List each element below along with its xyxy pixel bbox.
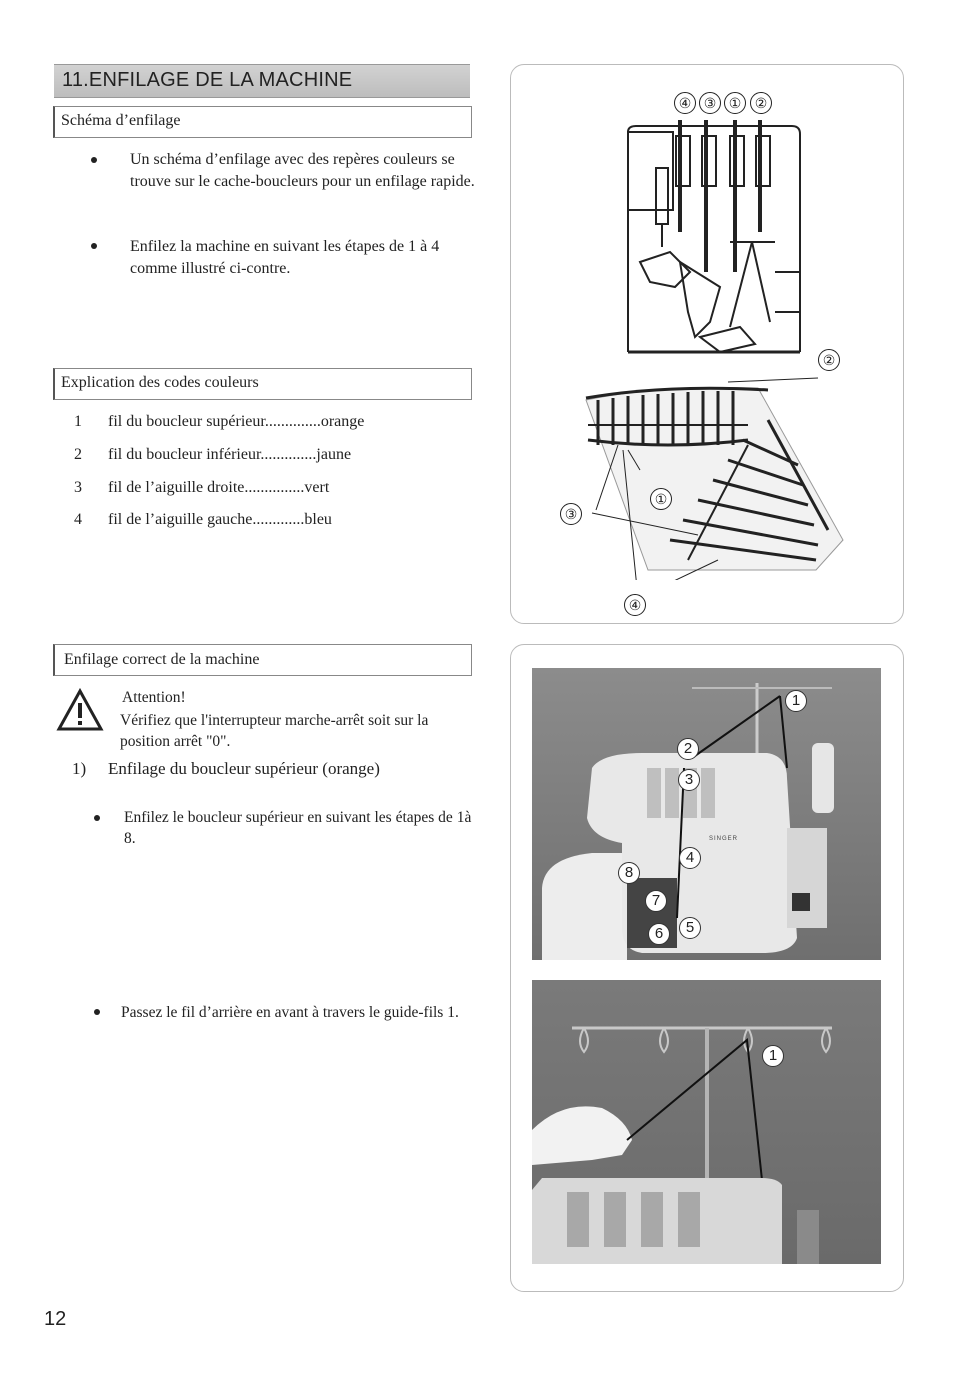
stitch-label-1: ① [650,488,672,510]
step-marker-2: 2 [677,738,699,760]
section-heading-box-color-codes [53,368,472,400]
page-number: 12 [44,1308,67,1330]
step-marker-6: 6 [648,923,670,945]
overlock-stitch-diagram [578,370,850,580]
bullet-text: Passez le fil d’arrière en avant à travers le guide-fils 1. [121,1004,459,1021]
stitch-label-2: ② [818,349,840,371]
bullet-text: Enfilez le boucleur supérieur en suivant les étapes de 1à 8. [124,809,472,847]
bullet-icon [94,815,100,821]
warning-triangle-icon [56,688,104,732]
page-title: 11.ENFILAGE DE LA MACHINE [62,69,353,91]
bullet-icon [91,157,97,163]
section-heading-correct-threading: Enfilage correct de la machine [64,651,260,668]
section-heading-color-codes: Explication des codes couleurs [61,374,259,391]
code-number: 2 [74,446,82,463]
code-text: fil du boucleur supérieur..............orange [108,413,365,430]
machine-looper-diagram [580,112,810,357]
bullet-icon [94,1009,100,1015]
step-marker-8: 8 [618,862,640,884]
code-number: 4 [74,511,82,528]
code-number: 3 [74,479,82,496]
code-number: 1 [74,413,82,430]
step-marker-3: 3 [678,769,700,791]
label-circle-1: ① [724,92,746,114]
section-heading-box-correct-threading [53,644,472,676]
bullet-text: Un schéma d’enfilage avec des repères couleurs se trouve sur le cache-boucleurs pour un enfilage rapide. [130,151,475,190]
diagram-top-labels [674,92,774,112]
attention-text: Vérifiez que l'interrupteur marche-arrêt soit sur la position arrêt "0". [120,712,429,750]
brand-label: SINGER [709,836,739,842]
attention-title: Attention! [122,689,186,706]
thread-guide-marker-1: 1 [762,1045,784,1067]
machine-photo-front [532,668,881,960]
thread-guide-drawing [532,980,881,1264]
bullet-icon [91,243,97,249]
page-title-bar [54,64,470,98]
stitch-label-4: ④ [624,594,646,616]
code-text: fil du boucleur inférieur..............jaune [108,446,352,463]
section-heading-box-threading-diagram [53,106,472,138]
step-marker-1: 1 [785,690,807,712]
machine-front-drawing [532,668,881,960]
label-circle-2: ② [750,92,772,114]
stitch-label-3: ③ [560,503,582,525]
label-circle-4: ④ [674,92,696,114]
section-heading-threading-diagram: Schéma d’enfilage [61,112,181,129]
code-text: fil de l’aiguille gauche.............bleu [108,511,332,528]
label-circle-3: ③ [699,92,721,114]
step-marker-7: 7 [645,890,667,912]
step-marker-5: 5 [679,917,701,939]
step-number: 1) [72,759,87,778]
thread-guide-photo [532,980,881,1264]
bullet-text: Enfilez la machine en suivant les étapes de 1 à 4 comme illustré ci-contre. [130,238,440,277]
step-title: Enfilage du boucleur supérieur (orange) [108,759,380,778]
code-text: fil de l’aiguille droite...............vert [108,479,330,496]
step-marker-4: 4 [679,847,701,869]
